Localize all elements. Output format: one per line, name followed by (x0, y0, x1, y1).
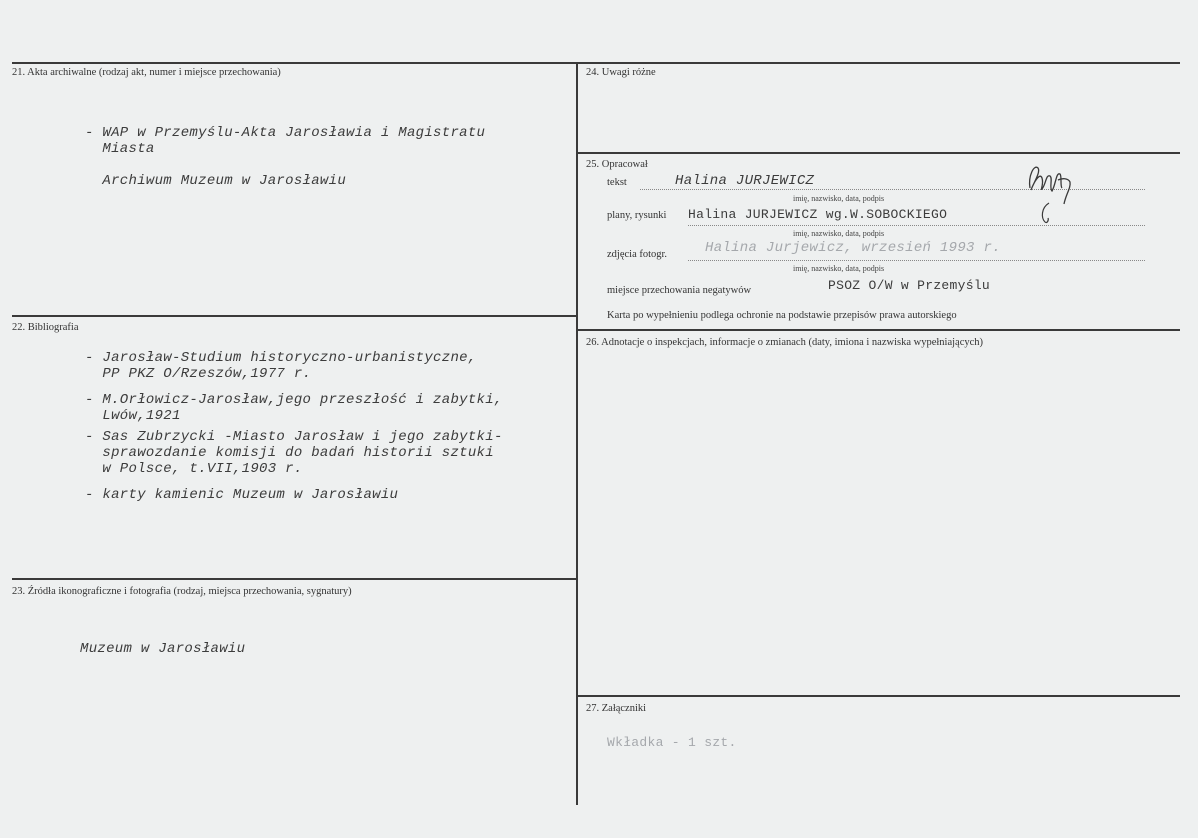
section-21-line: Archiwum Muzeum w Jarosławiu (85, 173, 347, 189)
rule-left-22-23 (12, 578, 577, 580)
rule-right-26-27 (577, 695, 1180, 697)
zdjecia-caption: imię, nazwisko, data, podpis (793, 264, 885, 273)
section-21-line: - WAP w Przemyślu-Akta Jarosławia i Magistratu (85, 125, 486, 141)
plany-dotted-line (688, 225, 1145, 226)
zdjecia-value: Halina Jurjewicz, wrzesień 1993 r. (705, 240, 1001, 256)
bibliography-line: - Sas Zubrzycki -Miasto Jarosław i jego zabytki- (85, 429, 503, 445)
bibliography-line: w Polsce, t.VII,1903 r. (85, 461, 303, 477)
section-25-label: 25. Opracował (586, 159, 648, 170)
bibliography-line: Lwów,1921 (85, 408, 181, 424)
copyright-note: Karta po wypełnieniu podlega ochronie na podstawie przepisów prawa autorskiego (607, 310, 957, 321)
section-24-label: 24. Uwagi różne (586, 67, 656, 78)
tekst-value: Halina JURJEWICZ (675, 173, 815, 189)
initial-mark-icon (1037, 200, 1057, 226)
section-26-label: 26. Adnotacje o inspekcjach, informacje o zmianach (daty, imiona i nazwiska wypełniających) (586, 337, 984, 348)
section-21-line: Miasta (85, 141, 155, 157)
rule-right-24-25 (577, 152, 1180, 154)
plany-caption: imię, nazwisko, data, podpis (793, 229, 885, 238)
bibliography-line: sprawozdanie komisji do badań historii sztuki (85, 445, 494, 461)
bibliography-line: PP PKZ O/Rzeszów,1977 r. (85, 366, 312, 382)
rule-left-21-22 (12, 315, 577, 317)
rule-right-25-26 (577, 329, 1180, 331)
bibliography-line: - M.Orłowicz-Jarosław,jego przeszłość i zabytki, (85, 392, 503, 408)
negatywy-value: PSOZ O/W w Przemyślu (828, 278, 991, 293)
tekst-label: tekst (607, 177, 627, 188)
section-21-label: 21. Akta archiwalne (rodzaj akt, numer i miejsce przechowania) (12, 67, 281, 78)
top-rule (12, 62, 1180, 64)
center-divider (576, 62, 578, 805)
plany-value: Halina JURJEWICZ wg.W.SOBOCKIEGO (688, 207, 948, 222)
bibliography-line: - karty kamienic Muzeum w Jarosławiu (85, 487, 399, 503)
section-27-value: Wkładka - 1 szt. (607, 735, 737, 750)
negatywy-label: miejsce przechowania negatywów (607, 285, 752, 296)
section-27-label: 27. Załączniki (586, 703, 647, 714)
zdjecia-dotted-line (688, 260, 1145, 261)
section-22-label: 22. Bibliografia (12, 322, 79, 333)
bibliography-line: - Jarosław-Studium historyczno-urbanistyczne, (85, 350, 477, 366)
plany-label: plany, rysunki (607, 210, 667, 221)
zdjecia-label: zdjęcia fotogr. (607, 249, 668, 260)
section-23-label: 23. Źródła ikonograficzne i fotografia (rodzaj, miejsca przechowania, sygnatury) (12, 586, 352, 597)
section-23-value: Muzeum w Jarosławiu (80, 641, 246, 657)
tekst-caption: imię, nazwisko, data, podpis (793, 194, 885, 203)
